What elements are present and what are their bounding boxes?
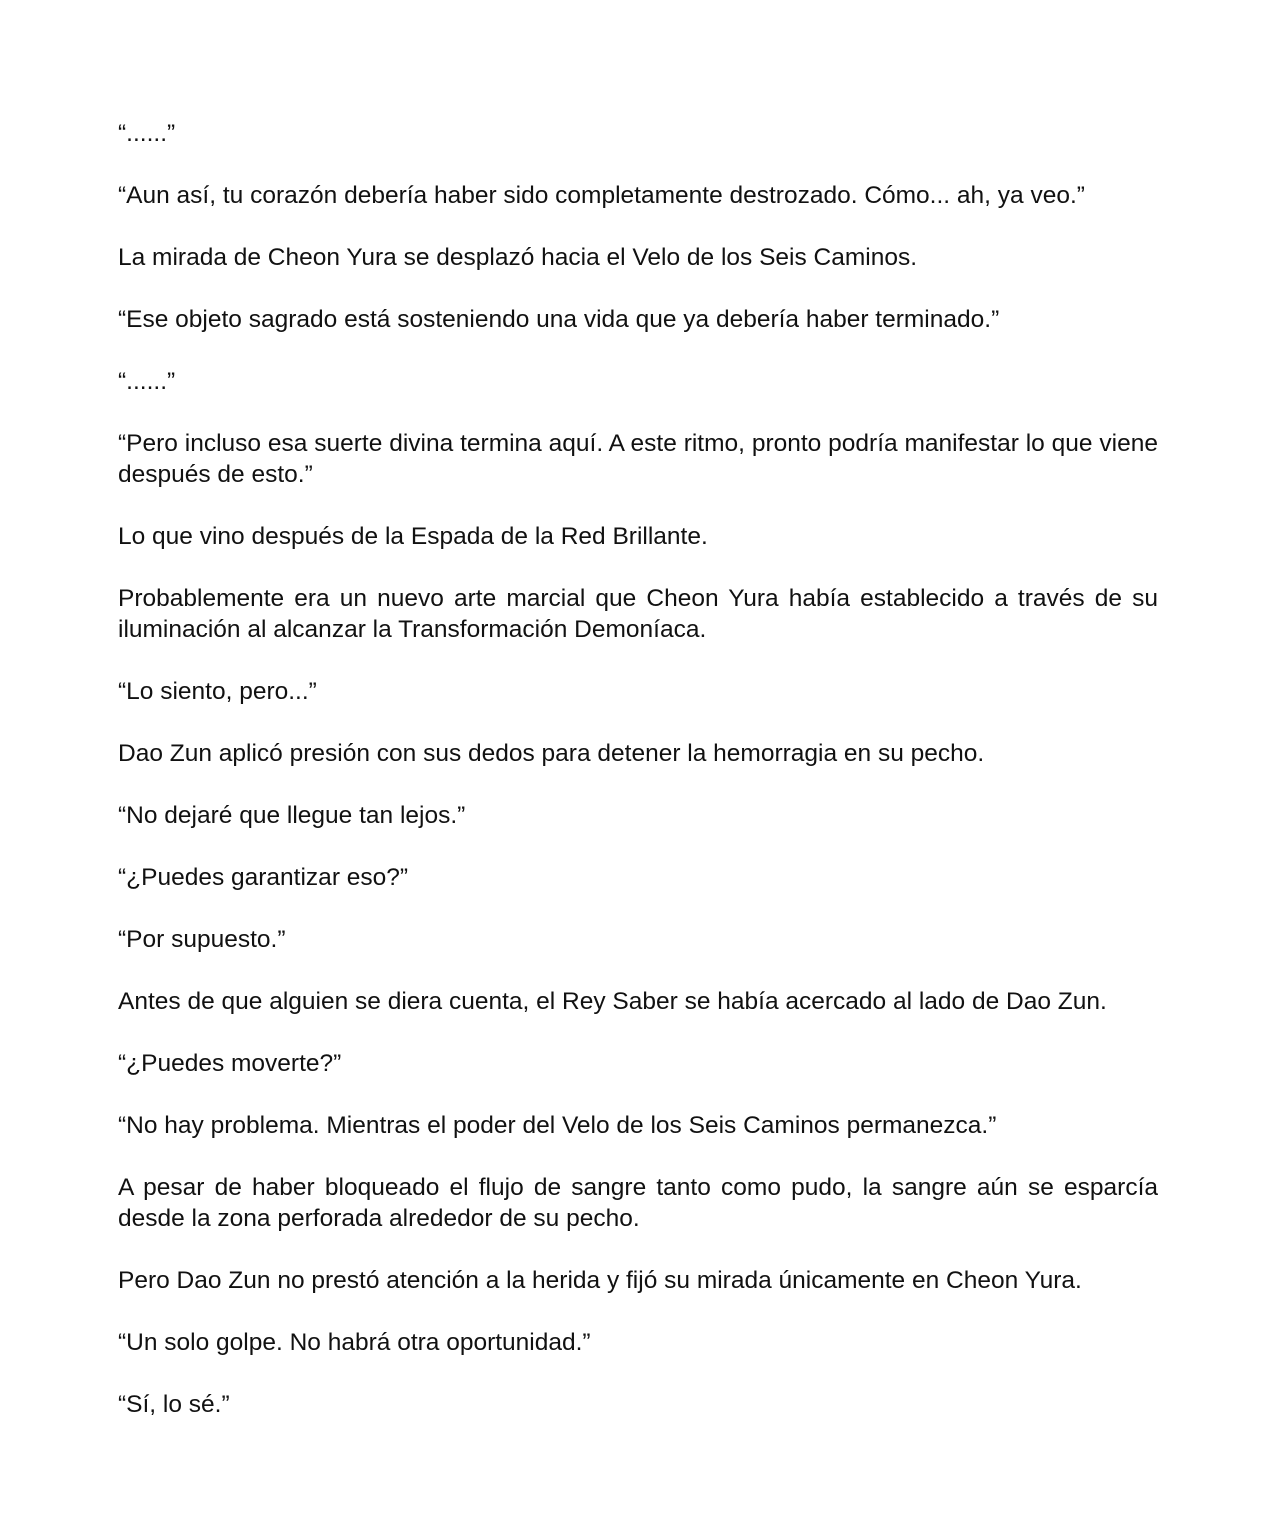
paragraph: “......” bbox=[118, 368, 176, 395]
document-page bbox=[118, 118, 1158, 1451]
paragraph: Antes de que alguien se diera cuenta, el Rey Saber se había acercado al lado de Dao Zun. bbox=[118, 988, 1107, 1015]
paragraph: “Aun así, tu corazón debería haber sido completamente destrozado. Cómo... ah, ya veo.” bbox=[118, 182, 1085, 209]
paragraph: “Por supuesto.” bbox=[118, 926, 286, 953]
paragraph: “Un solo golpe. No habrá otra oportunidad.” bbox=[118, 1329, 591, 1356]
paragraph: “No hay problema. Mientras el poder del Velo de los Seis Caminos permanezca.” bbox=[118, 1112, 997, 1139]
paragraph: Pero Dao Zun no prestó atención a la herida y fijó su mirada únicamente en Cheon Yura. bbox=[118, 1267, 1082, 1294]
paragraph: Dao Zun aplicó presión con sus dedos para detener la hemorragia en su pecho. bbox=[118, 740, 985, 767]
paragraph: “Sí, lo sé.” bbox=[118, 1391, 230, 1418]
paragraph: “¿Puedes garantizar eso?” bbox=[118, 864, 409, 891]
paragraph: Lo que vino después de la Espada de la Red Brillante. bbox=[118, 523, 708, 550]
paragraph: Probablemente era un nuevo arte marcial que Cheon Yura había establecido a través de su iluminación al alcanzar la Transformación Demoníaca. bbox=[118, 585, 1158, 643]
paragraph: “Lo siento, pero...” bbox=[118, 678, 317, 705]
paragraph: La mirada de Cheon Yura se desplazó hacia el Velo de los Seis Caminos. bbox=[118, 244, 918, 271]
paragraph: “Ese objeto sagrado está sosteniendo una vida que ya debería haber terminado.” bbox=[118, 306, 1000, 333]
paragraph: “Pero incluso esa suerte divina termina aquí. A este ritmo, pronto podría manifestar lo que viene después de esto.” bbox=[118, 430, 1158, 488]
paragraph: “......” bbox=[118, 120, 176, 147]
paragraph: A pesar de haber bloqueado el flujo de sangre tanto como pudo, la sangre aún se esparcía desde la zona perforada alrededor de su pecho. bbox=[118, 1174, 1158, 1232]
paragraph: “¿Puedes moverte?” bbox=[118, 1050, 342, 1077]
paragraph: “No dejaré que llegue tan lejos.” bbox=[118, 802, 466, 829]
